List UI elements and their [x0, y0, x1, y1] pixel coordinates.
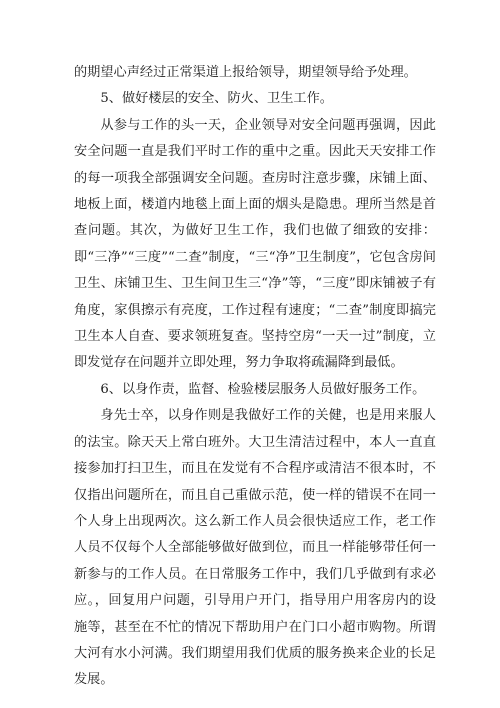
section-6-paragraph: 身先士卒，以身作则是我做好工作的关健，也是用来服人的法宝。除天天上常白班外。大卫生清洁过程中，本人一直直接参加打扫卫生，而且在发觉有不合程序或清洁不很本时，不仅指出问题所在，而且自己重做示范，使一样的错误不在同一个人身上出现两次。这么新工作人员会很快适应工作，老工作人员不仅每个人全部能够做好做到位，而且一样能够带任何一新参与的工作人员。在日常服务工作中，我们几乎做到有求必应。，回复用户问题，引导用户开门，指导用户用客房内的设施等，甚至在不忙的情况下帮助用户在门口小超市购物。所谓大河有水小河满。我们期望用我们优质的服务换来企业的长足发展。 — [74, 408, 436, 688]
intro-fragment: 的期望心声经过正常渠道上报给领导，期望领导给予处理。 — [74, 65, 417, 80]
section-5-paragraph: 从参与工作的头一天，企业领导对安全问题再强调，因此安全问题一直是我们平时工作的重中之重。因此天天安排工作的每一项我全部强调安全问题。查房时注意步骤，床铺上面、地板上面，楼道内地毯上面上面的烟头是隐患。理所当然是首查问题。其次，为做好卫生工作，我们也做了细致的安排：即“三净”“三度”“二查”制度，“三“净”卫生制度”，它包含房间卫生、床铺卫生、卫生间卫生三“净”等，“三度”即床铺被子有角度，家俱擦示有亮度，工作过程有速度；“二查”制度即搞完卫生本人自查、要求领班复查。坚持空房“一天一过”制度，立即发觉存在问题并立即处理，努力争取将疏漏降到最低。 — [74, 117, 436, 371]
section-5-heading: 5、做好楼层的安全、防火、卫生工作。 — [100, 91, 333, 107]
section-6-heading: 6、以身作责，监督、检验楼层服务人员做好服务工作。 — [100, 381, 426, 397]
document-body — [74, 60, 436, 694]
